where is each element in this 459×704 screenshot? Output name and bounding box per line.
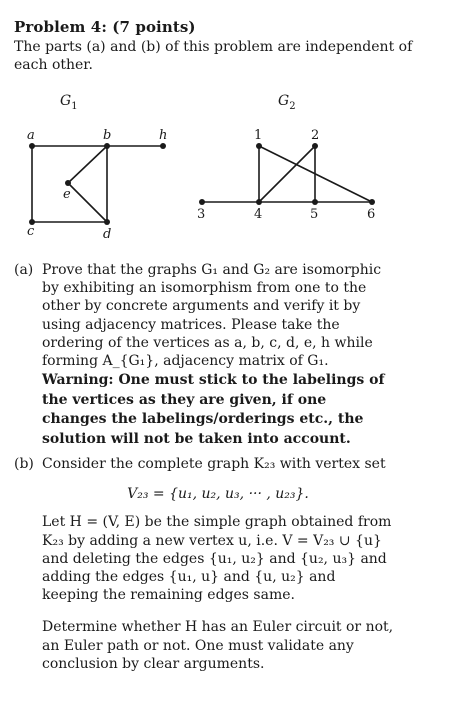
part-a-warning: Warning: One must stick to the labelings of the vertices as they are given, if one changes the labelings/orderings etc., the solution will not be taken into account. (42, 372, 385, 447)
g2-vertex-1 (256, 143, 262, 149)
g2-label (278, 93, 296, 112)
part-b-text-1: Consider the complete graph K₂₃ with vertex set (42, 456, 386, 472)
g2-vertex-label-1: 1 (254, 128, 263, 143)
problem-intro: The parts (a) and (b) of this problem are independent of each other. (14, 39, 413, 73)
g2-vertex-label-4: 4 (254, 207, 263, 222)
g2-vertex-label-2: 2 (311, 128, 320, 143)
graphs-figure (0, 120, 459, 250)
g1-vertex-h (160, 143, 166, 149)
g1-vertex-e (65, 180, 71, 186)
g2-vertex-4 (256, 199, 262, 205)
g1-vertex-label-h: h (159, 128, 168, 143)
g1-vertex-label-a: a (27, 128, 35, 143)
g2-vertex-label-6: 6 (367, 207, 376, 222)
graph-g1-labels (27, 128, 167, 242)
part-b-tag: (b) (14, 456, 34, 472)
g1-label-sub: 1 (71, 100, 78, 112)
g1-edge-b-e (68, 146, 107, 183)
g1-vertex-label-b: b (103, 128, 112, 143)
part-b-text-2: Let H = (V, E) be the simple graph obtained from K₂₃ by adding a new vertex u, i.e. V = V₂₃ ∪ {u} and deleting the edges {u₁, u₂} and {u₂, u₃} and adding the edges {u₁, u} and {u, u₂} and keeping the remaining edges same. (42, 514, 392, 604)
g2-vertex-label-3: 3 (197, 207, 206, 222)
g2-vertex-5 (312, 199, 318, 205)
part-a-tag: (a) (14, 262, 34, 278)
g1-vertex-b (104, 143, 110, 149)
part-a-text: Prove that the graphs G₁ and G₂ are isomorphic by exhibiting an isomorphism from one to the other by concrete arguments and verify it by using adjacency matrices. Please take the ordering of the vertices as a, b, c, d, e, h while forming A_{G₁}, adjacency matrix of G₁. (42, 262, 382, 370)
g1-vertex-label-c: c (27, 224, 35, 239)
g2-edge-2-4 (259, 146, 315, 202)
problem-title: Problem 4: (7 points) (14, 18, 196, 36)
graph-g1 (32, 146, 163, 222)
graph-g2 (202, 146, 372, 202)
g1-edge-e-d (68, 183, 107, 222)
g1-vertex-label-d: d (103, 227, 112, 242)
part-b (14, 455, 394, 673)
part-b-equation: V₂₃ = {u₁, u₂, u₃, ··· , u₂₃}. (127, 486, 309, 503)
g2-label-sub: 2 (289, 100, 296, 112)
g1-vertex-label-e: e (63, 187, 71, 202)
g2-vertex-2 (312, 143, 318, 149)
g2-vertex-6 (369, 199, 375, 205)
g1-label-main: G (60, 93, 72, 109)
g2-label-main: G (278, 93, 290, 109)
part-b-text-3: Determine whether H has an Euler circuit or not, an Euler path or not. One must validate any conclusion by clear arguments. (42, 619, 394, 672)
g1-vertex-d (104, 219, 110, 225)
g1-label (60, 93, 78, 112)
g2-vertex-label-5: 5 (310, 207, 319, 222)
g2-vertex-3 (199, 199, 205, 205)
g1-vertex-a (29, 143, 35, 149)
part-b-body (42, 455, 394, 673)
part-a (14, 261, 394, 449)
part-a-body (42, 261, 394, 449)
